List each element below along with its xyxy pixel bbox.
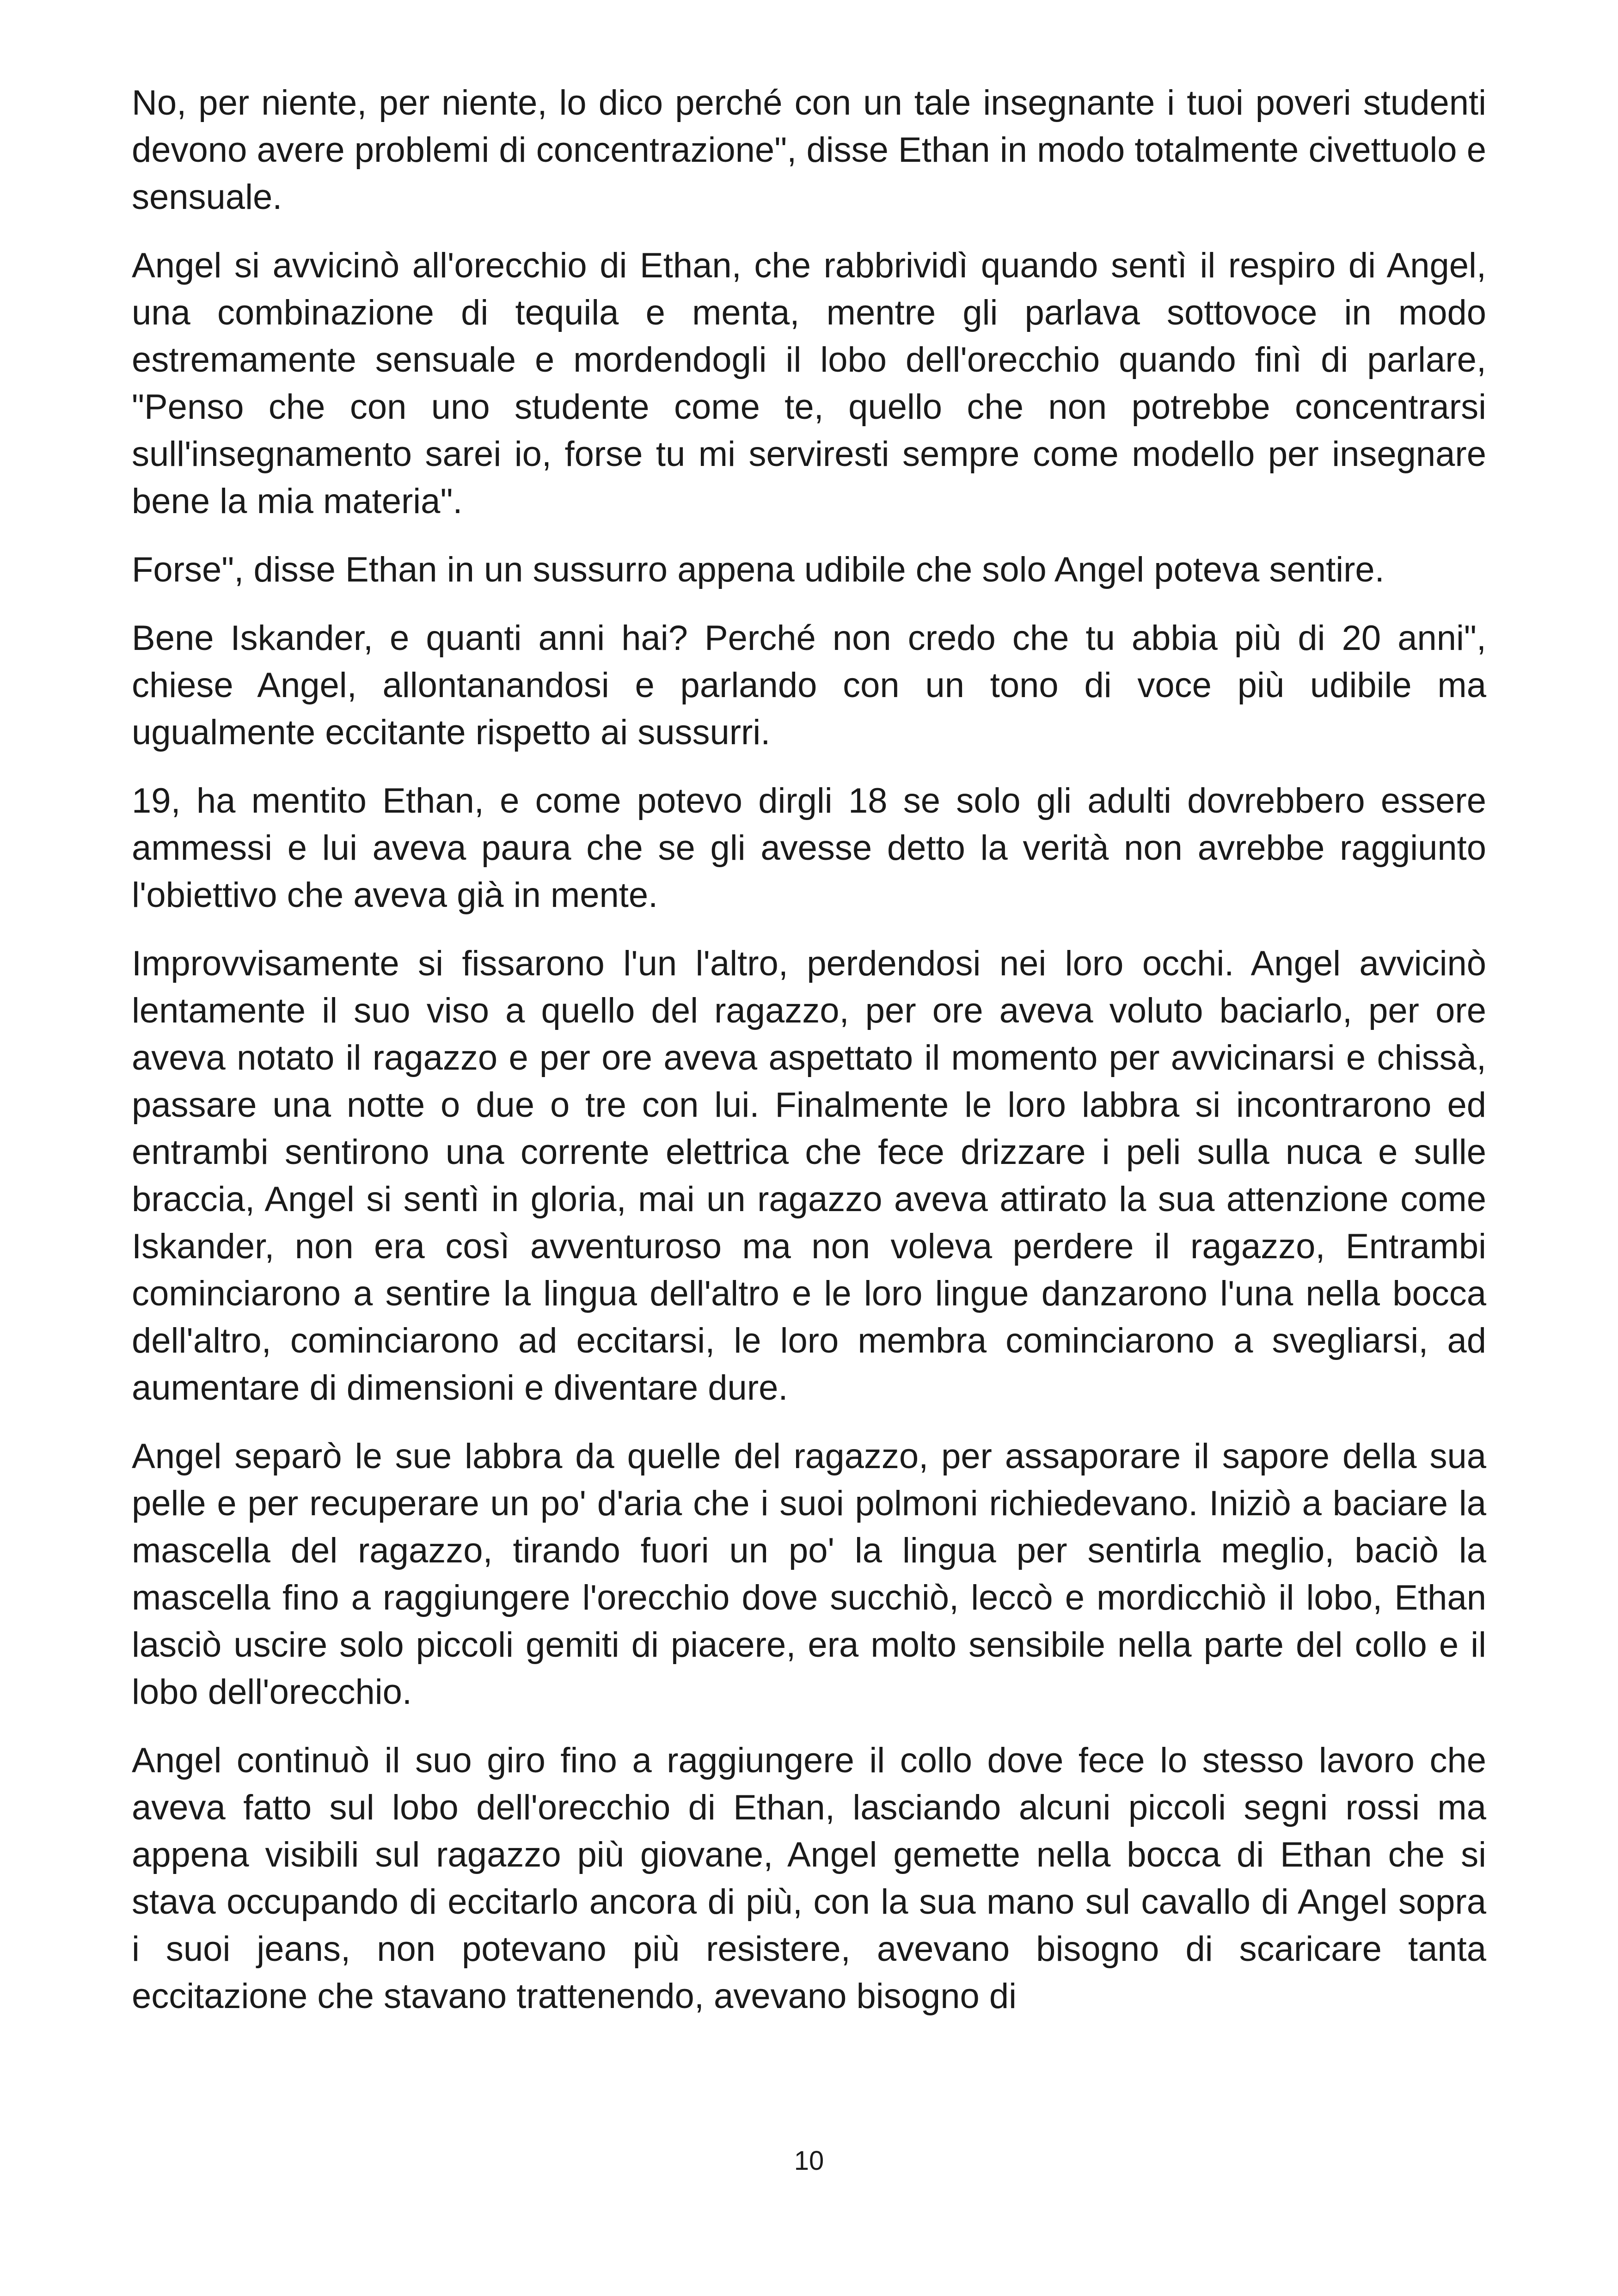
paragraph-1: No, per niente, per niente, lo dico perché con un tale insegnante i tuoi poveri studenti devono avere problemi di concentrazione", disse Ethan in modo totalmente civettuolo e sensuale.: [132, 83, 1486, 217]
paragraph-5: 19, ha mentito Ethan, e come potevo dirgli 18 se solo gli adulti dovrebbero essere ammessi e lui aveva paura che se gli avesse detto la verità non avrebbe raggiunto l'obiettivo che aveva già in mente.: [132, 781, 1486, 915]
body-text: [132, 80, 1486, 2041]
paragraph-4: Bene Iskander, e quanti anni hai? Perché non credo che tu abbia più di 20 anni", chiese Angel, allontanandosi e parlando con un tono di voce più udibile ma ugualmente eccitante rispetto ai sussurri.: [132, 618, 1486, 752]
paragraph-7: Angel separò le sue labbra da quelle del ragazzo, per assaporare il sapore della sua pelle e per recuperare un po' d'aria che i suoi polmoni richiedevano. Iniziò a baciare la mascella del ragazzo, tirando fuori un po' la lingua per sentirla meglio, baciò la mascella fino a raggiungere l'orecchio dove succhiò, leccò e mordicchiò il lobo, Ethan lasciò uscire solo piccoli gemiti di piacere, era molto sensibile nella parte del collo e il lobo dell'orecchio.: [132, 1437, 1486, 1712]
page-number: 10: [794, 2146, 824, 2176]
paragraph-6: Improvvisamente si fissarono l'un l'altro, perdendosi nei loro occhi. Angel avvicinò lentamente il suo viso a quello del ragazzo, per ore aveva voluto baciarlo, per ore aveva notato il ragazzo e per ore aveva aspettato il momento per avvicinarsi e chissà, passare una notte o due o tre con lui. Finalmente le loro labbra si incontrarono ed entrambi sentirono una corrente elettrica che fece drizzare i peli sulla nuca e sulle braccia, Angel si sentì in gloria, mai un ragazzo aveva attirato la sua attenzione come Iskander, non era così avventuroso ma non voleva perdere il ragazzo, Entrambi cominciarono a sentire la lingua dell'altro e le loro lingue danzarono l'una nella bocca dell'altro, cominciarono ad eccitarsi, le loro membra cominciarono a svegliarsi, ad aumentare di dimensioni e diventare dure.: [132, 944, 1486, 1408]
paragraph-2: Angel si avvicinò all'orecchio di Ethan, che rabbrividì quando sentì il respiro di Angel, una combinazione di tequila e menta, mentre gli parlava sottovoce in modo estremamente sensuale e mordendogli il lobo dell'orecchio quando finì di parlare, "Penso che con uno studente come te, quello che non potrebbe concentrarsi sull'insegnamento sarei io, forse tu mi serviresti sempre come modello per insegnare bene la mia materia".: [132, 246, 1486, 521]
paragraph-3: Forse", disse Ethan in un sussurro appena udibile che solo Angel poteva sentire.: [132, 550, 1385, 589]
paragraph-8: Angel continuò il suo giro fino a raggiungere il collo dove fece lo stesso lavoro che aveva fatto sul lobo dell'orecchio di Ethan, lasciando alcuni piccoli segni rossi ma appena visibili sul ragazzo più giovane, Angel gemette nella bocca di Ethan che si stava occupando di eccitarlo ancora di più, con la sua mano sul cavallo di Angel sopra i suoi jeans, non potevano più resistere, avevano bisogno di scaricare tanta eccitazione che stavano trattenendo, avevano bisogno di: [132, 1741, 1486, 2016]
